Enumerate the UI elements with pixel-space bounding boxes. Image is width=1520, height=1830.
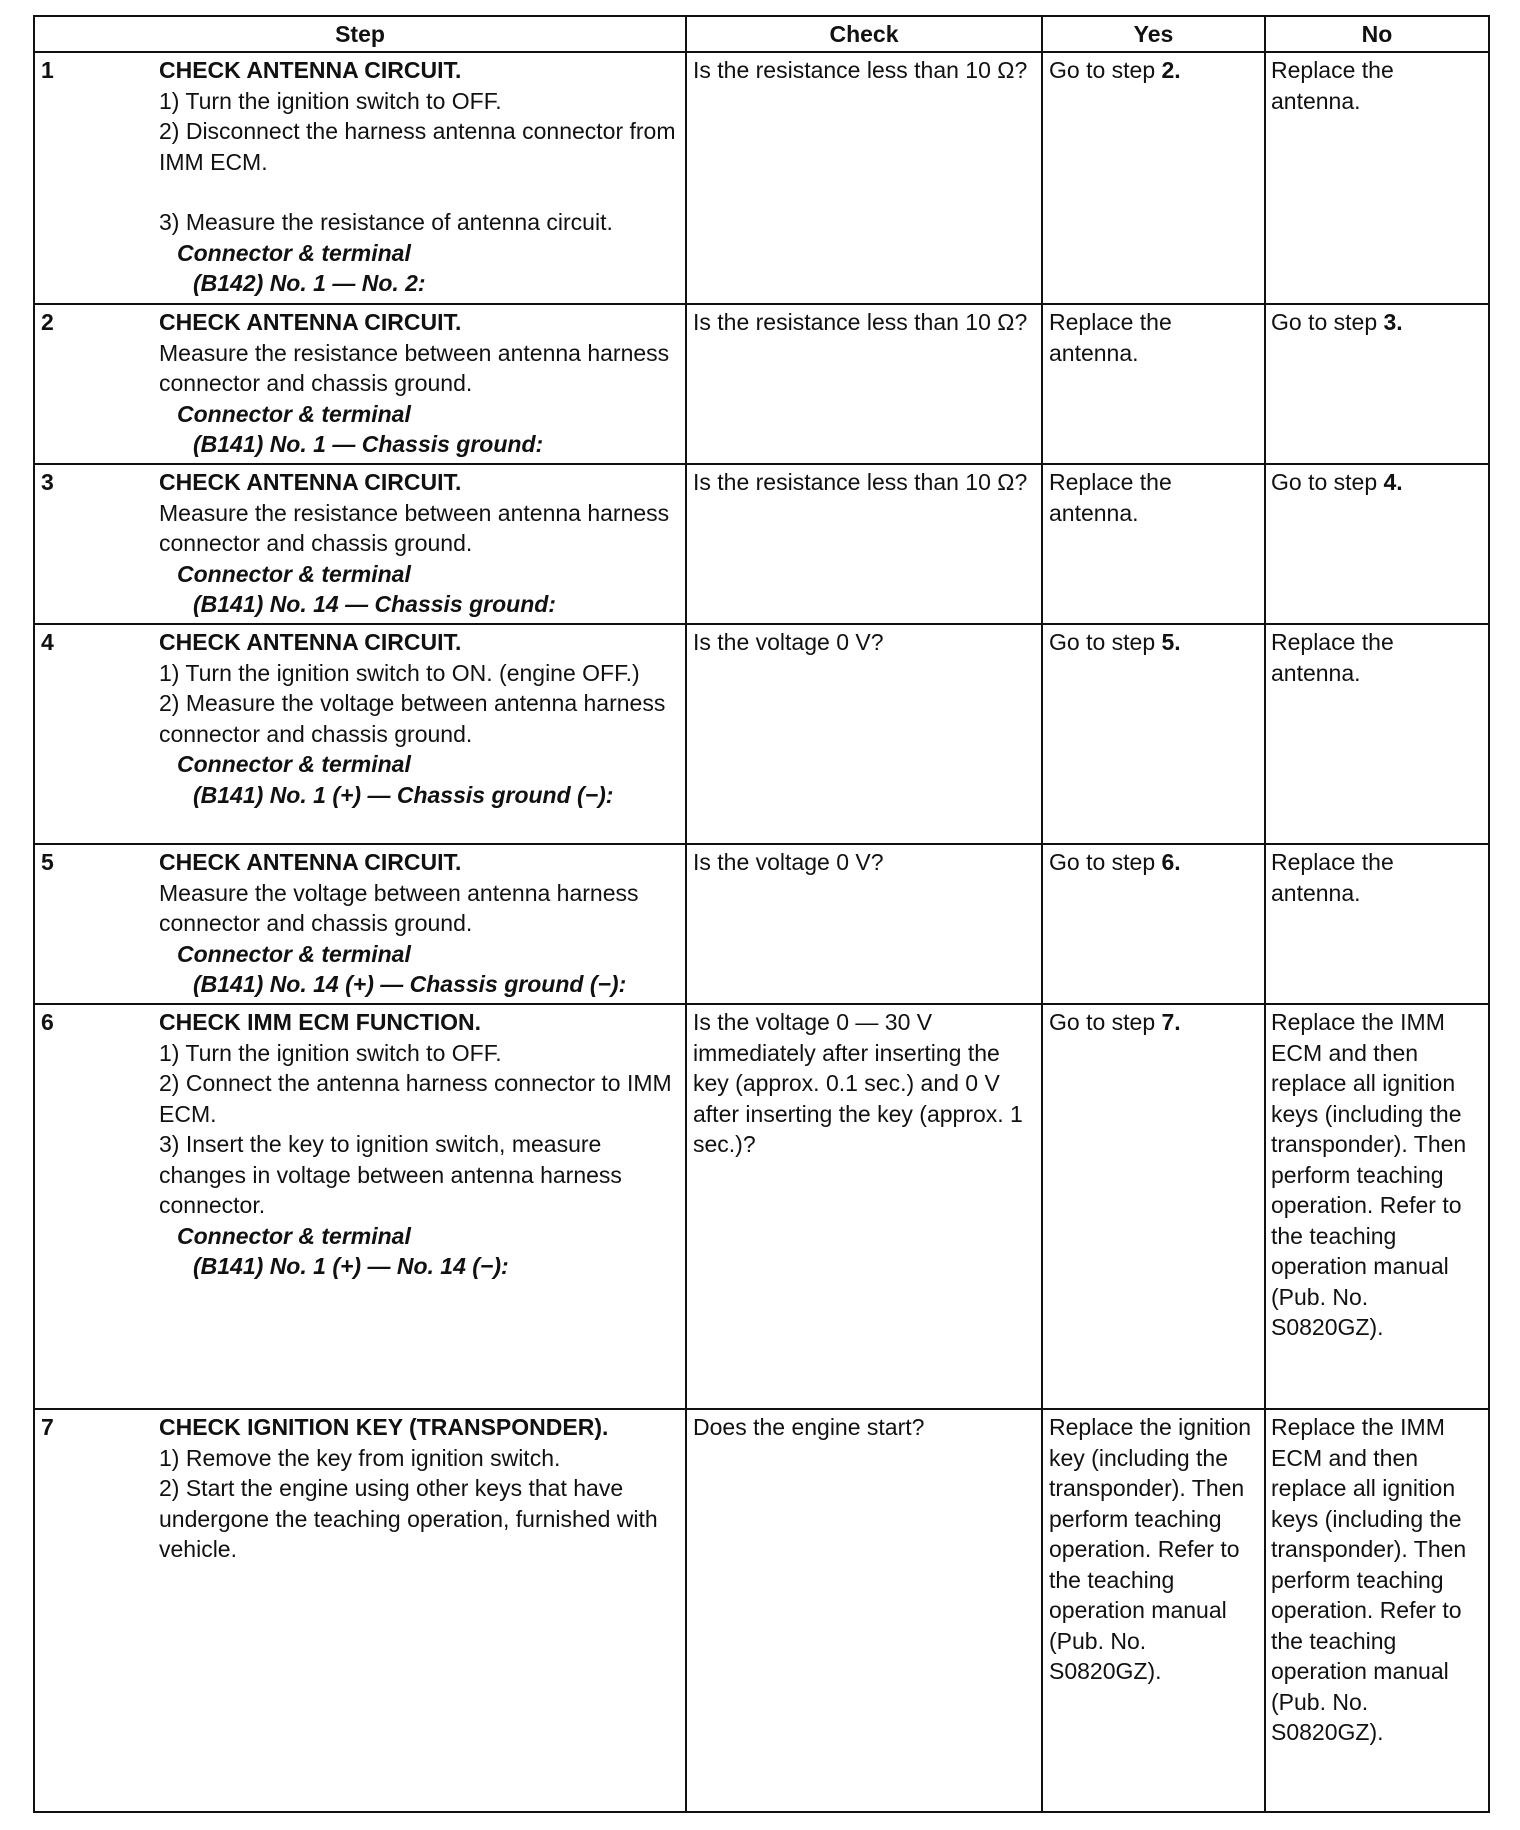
check-question: Is the resistance less than 10 Ω? (693, 469, 1028, 495)
step-wrap (41, 627, 680, 810)
table-row (34, 52, 1489, 304)
step-wrap (41, 467, 680, 620)
connector-terminal: (B141) No. 14 (+) — Chassis ground (−): (193, 971, 627, 997)
header-step: Step (34, 16, 686, 52)
yes-action: Go to step (1049, 849, 1162, 875)
yes-action: Go to step (1049, 1009, 1162, 1035)
table-row (34, 1004, 1489, 1409)
connector-label: Connector & terminal (177, 1222, 411, 1249)
yes-step-link: 2. (1161, 57, 1181, 83)
step-wrap (41, 55, 680, 299)
yes-action: Go to step (1049, 629, 1162, 655)
step-wrap (41, 1007, 680, 1282)
yes-cell (1042, 464, 1265, 624)
step-cell (34, 1409, 686, 1812)
no-cell (1265, 52, 1489, 304)
no-cell (1265, 1409, 1489, 1812)
step-body (159, 1007, 680, 1282)
table-header-row (34, 16, 1489, 52)
check-question: Is the voltage 0 V? (693, 629, 884, 655)
check-cell (686, 624, 1042, 844)
step-instruction: Measure the resistance between antenna harness connector and chassis ground. (159, 339, 670, 396)
step-wrap (41, 307, 680, 460)
connector-label: Connector & terminal (177, 239, 411, 266)
check-question: Is the voltage 0 — 30 V immediately after inserting the key (approx. 0.1 sec.) and 0 V after inserting the key (approx. 1 sec.)? (693, 1009, 1023, 1157)
step-instruction: 2) Disconnect the harness antenna connector from IMM ECM. (159, 118, 676, 175)
no-cell (1265, 624, 1489, 844)
step-wrap (41, 847, 680, 1000)
connector-terminal: (B141) No. 1 (+) — Chassis ground (−): (193, 781, 614, 808)
yes-step-link: 7. (1161, 1009, 1181, 1035)
check-cell (686, 304, 1042, 464)
step-instruction: 1) Turn the ignition switch to OFF. (159, 1039, 502, 1066)
step-body (159, 627, 680, 810)
step-cell (34, 464, 686, 624)
yes-cell (1042, 52, 1265, 304)
yes-action: Replace the antenna. (1049, 469, 1172, 526)
table-row (34, 304, 1489, 464)
step-cell (34, 1004, 686, 1409)
check-cell (686, 52, 1042, 304)
connector-terminal: (B141) No. 14 — Chassis ground: (193, 591, 556, 617)
step-instruction: 3) Insert the key to ignition switch, measure changes in voltage between antenna harness connector. (159, 1131, 622, 1218)
table-row (34, 624, 1489, 844)
check-question: Is the resistance less than 10 Ω? (693, 309, 1028, 335)
check-cell (686, 1004, 1042, 1409)
no-action: Replace the IMM ECM and then replace all ignition keys (including the transponder). Then perform teaching operation. Refer to the teaching operation manual (Pub. No. S0820GZ). (1271, 1009, 1467, 1340)
step-instruction: 2) Connect the antenna harness connector to IMM ECM. (159, 1070, 672, 1127)
diagnostic-table (33, 15, 1490, 1813)
no-cell (1265, 1004, 1489, 1409)
yes-step-link: 6. (1161, 849, 1181, 875)
step-number: 4 (41, 629, 54, 655)
header-check: Check (686, 16, 1042, 52)
step-instruction: 2) Measure the voltage between antenna harness connector and chassis ground. (159, 690, 666, 747)
yes-action: Replace the antenna. (1049, 309, 1172, 366)
no-action: Replace the antenna. (1271, 629, 1394, 686)
check-question: Does the engine start? (693, 1414, 925, 1440)
spacer (159, 177, 680, 207)
check-cell (686, 464, 1042, 624)
step-number: 7 (41, 1414, 54, 1440)
step-number: 5 (41, 849, 54, 875)
no-cell (1265, 464, 1489, 624)
connector-terminal: (B141) No. 1 (+) — No. 14 (−): (193, 1253, 509, 1279)
step-number: 2 (41, 309, 54, 335)
yes-cell (1042, 304, 1265, 464)
no-action: Go to step (1271, 309, 1384, 335)
step-instruction: 1) Turn the ignition switch to ON. (engine OFF.) (159, 659, 640, 686)
check-question: Is the resistance less than 10 Ω? (693, 57, 1028, 83)
yes-action: Go to step (1049, 57, 1162, 83)
yes-cell (1042, 1409, 1265, 1812)
yes-step-link: 5. (1161, 629, 1181, 655)
step-instruction: 1) Turn the ignition switch to OFF. (159, 87, 502, 114)
step-title: CHECK IMM ECM FUNCTION. (159, 1009, 481, 1035)
connector-label: Connector & terminal (177, 940, 411, 967)
step-cell (34, 304, 686, 464)
yes-cell (1042, 1004, 1265, 1409)
step-body (159, 307, 680, 460)
step-wrap (41, 1412, 680, 1565)
step-instruction: 2) Start the engine using other keys that have undergone the teaching operation, furnished with vehicle. (159, 1475, 658, 1562)
check-cell (686, 1409, 1042, 1812)
step-title: CHECK ANTENNA CIRCUIT. (159, 309, 462, 335)
step-title: CHECK ANTENNA CIRCUIT. (159, 849, 462, 875)
step-instruction: Measure the resistance between antenna harness connector and chassis ground. (159, 499, 670, 556)
step-cell (34, 52, 686, 304)
step-cell (34, 844, 686, 1004)
no-action: Go to step (1271, 469, 1384, 495)
step-number: 3 (41, 469, 54, 495)
no-cell (1265, 844, 1489, 1004)
step-cell (34, 624, 686, 844)
table-row (34, 464, 1489, 624)
header-no: No (1265, 16, 1489, 52)
connector-terminal: (B142) No. 1 — No. 2: (193, 270, 426, 296)
yes-cell (1042, 844, 1265, 1004)
check-cell (686, 844, 1042, 1004)
no-action: Replace the antenna. (1271, 849, 1394, 906)
step-instruction: Measure the voltage between antenna harness connector and chassis ground. (159, 879, 639, 936)
step-title: CHECK ANTENNA CIRCUIT. (159, 629, 462, 655)
step-instruction: 1) Remove the key from ignition switch. (159, 1444, 561, 1471)
step-instruction: 3) Measure the resistance of antenna circuit. (159, 209, 613, 235)
connector-label: Connector & terminal (177, 560, 411, 587)
step-title: CHECK ANTENNA CIRCUIT. (159, 57, 462, 83)
no-cell (1265, 304, 1489, 464)
check-question: Is the voltage 0 V? (693, 849, 884, 875)
step-body (159, 55, 680, 299)
connector-terminal: (B141) No. 1 — Chassis ground: (193, 431, 544, 457)
table-row (34, 844, 1489, 1004)
no-step-link: 3. (1383, 309, 1403, 335)
connector-label: Connector & terminal (177, 400, 411, 427)
step-body (159, 467, 680, 620)
table-row (34, 1409, 1489, 1812)
step-title: CHECK ANTENNA CIRCUIT. (159, 469, 462, 495)
step-number: 6 (41, 1009, 54, 1035)
step-body (159, 847, 680, 1000)
step-number: 1 (41, 57, 54, 83)
yes-cell (1042, 624, 1265, 844)
no-action: Replace the IMM ECM and then replace all ignition keys (including the transponder). Then perform teaching operation. Refer to the teaching operation manual (Pub. No. S0820GZ). (1271, 1414, 1467, 1745)
connector-label: Connector & terminal (177, 751, 411, 777)
no-step-link: 4. (1383, 469, 1403, 495)
header-yes: Yes (1042, 16, 1265, 52)
step-title: CHECK IGNITION KEY (TRANSPONDER). (159, 1414, 609, 1440)
no-action: Replace the antenna. (1271, 57, 1394, 114)
step-body (159, 1412, 680, 1565)
yes-action: Replace the ignition key (including the transponder). Then perform teaching operation. Refer to the teaching operation manual (Pub. No. S0820GZ). (1049, 1414, 1252, 1684)
